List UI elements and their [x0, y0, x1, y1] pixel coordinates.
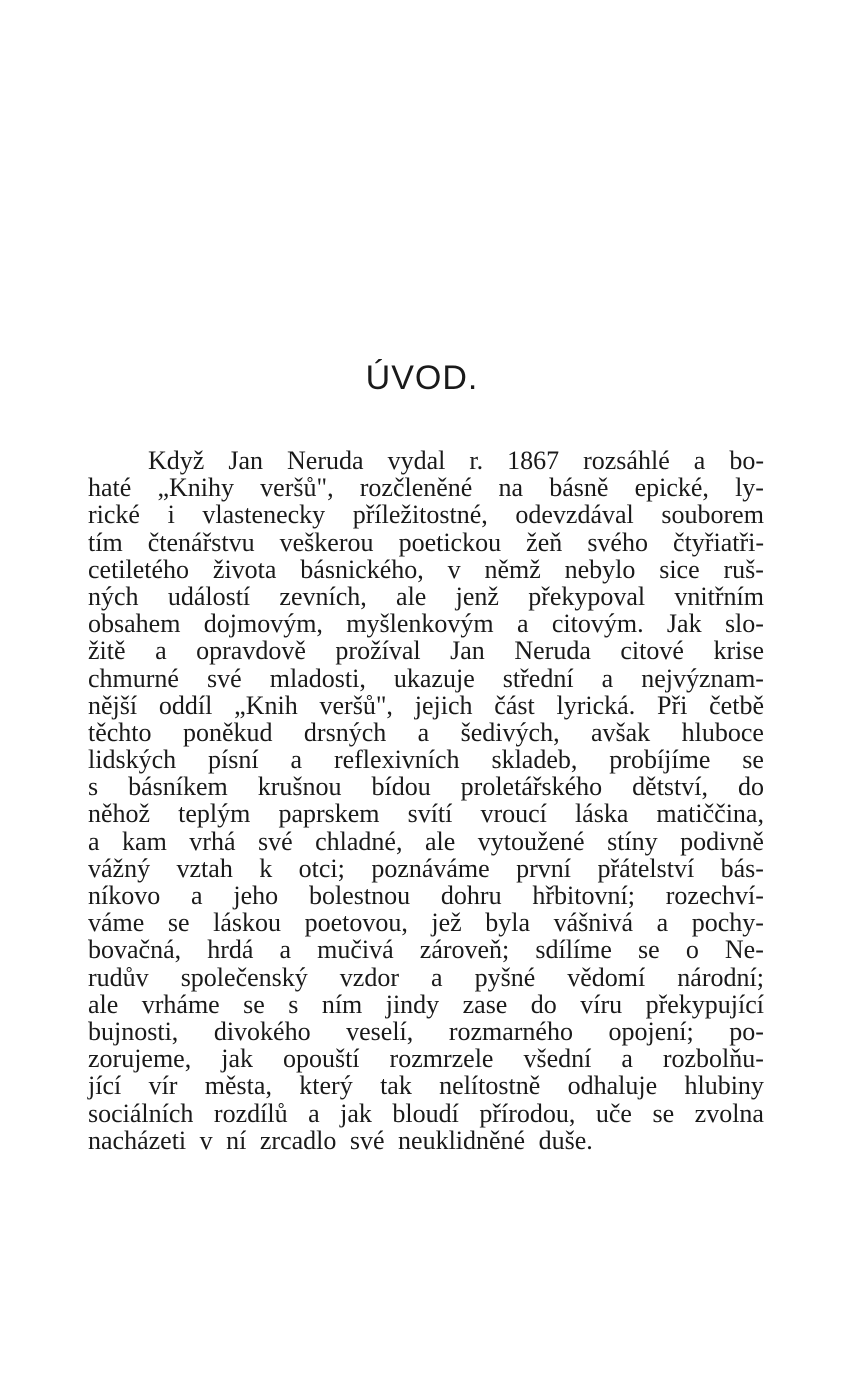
word: čtyřiatři-	[673, 527, 764, 557]
word: pyšné	[474, 962, 536, 992]
word: se	[167, 908, 190, 938]
word: oddíl	[158, 690, 213, 720]
word: ním	[321, 989, 363, 1019]
word: divokého	[213, 1016, 311, 1046]
word: přírodou,	[479, 1098, 576, 1128]
word: do	[530, 989, 557, 1019]
word: dojmovým,	[203, 609, 323, 639]
word: i	[167, 500, 175, 530]
text-line	[88, 828, 764, 855]
word: vědomí	[567, 962, 646, 992]
word: a	[417, 717, 430, 747]
word: překypoval	[528, 581, 646, 611]
word: dohru	[440, 881, 502, 910]
word: ale	[396, 581, 427, 611]
word: tak	[380, 1071, 412, 1101]
word: nejvýznam-	[641, 663, 764, 693]
text-line	[88, 719, 764, 746]
word: probíjíme	[609, 745, 711, 775]
word: života	[212, 554, 277, 584]
word: s	[288, 989, 299, 1019]
word: básně	[549, 473, 609, 503]
word: rozmarného	[448, 1016, 573, 1046]
text-line	[88, 447, 764, 474]
word: zorujeme,	[88, 1044, 192, 1074]
word: zevních,	[279, 581, 367, 611]
word: vlastenecky	[202, 500, 326, 530]
word: své	[257, 826, 293, 856]
word: svítí	[407, 799, 453, 829]
word: hluboce	[681, 717, 764, 747]
word: myšlenkovým	[346, 609, 494, 639]
word: který	[299, 1071, 353, 1101]
word: Neruda	[514, 636, 591, 666]
word: láskou	[213, 908, 281, 938]
word: nelítostně	[439, 1071, 541, 1101]
word: s	[88, 772, 99, 802]
word: hrdá	[207, 935, 254, 965]
text-line	[88, 746, 764, 773]
word: žeň	[526, 527, 563, 557]
word: bloudí	[392, 1098, 459, 1128]
word: jak	[340, 1098, 372, 1128]
word: pochy-	[691, 908, 764, 938]
word: podivně	[680, 826, 764, 856]
text-line	[88, 909, 764, 936]
word: byla	[485, 908, 531, 938]
word: hlubiny	[684, 1071, 764, 1101]
word: rozechví-	[665, 881, 764, 910]
word: se	[652, 1098, 675, 1128]
word: jež	[431, 908, 462, 938]
word: ruš-	[723, 554, 764, 584]
word: všední	[523, 1044, 592, 1074]
word: drsných	[303, 717, 387, 747]
text-line	[88, 1100, 764, 1127]
word: ale	[88, 989, 119, 1019]
word: událostí	[167, 581, 251, 611]
word: na	[498, 473, 524, 503]
word: sdílíme	[535, 935, 612, 965]
word: sociálních	[88, 1098, 194, 1128]
word: básníkem	[128, 772, 228, 802]
word: obsahem	[88, 609, 181, 639]
word: lyrická.	[556, 690, 636, 720]
text-line	[88, 882, 764, 909]
text-line	[88, 529, 764, 556]
word: a	[290, 745, 303, 775]
word: jak	[221, 1044, 253, 1074]
word: Jan	[228, 446, 264, 475]
text-line	[88, 773, 764, 800]
word: vytoužené	[477, 826, 585, 856]
word: a	[279, 935, 292, 965]
word: přátelství	[597, 853, 695, 883]
word: haté	[88, 473, 132, 503]
word: o	[685, 935, 699, 965]
word: 1867	[507, 446, 560, 475]
word: chmurné	[88, 663, 179, 693]
word: v	[447, 554, 461, 584]
word: opojení;	[608, 1016, 694, 1046]
word: těchto	[88, 717, 152, 747]
word: krušnou	[257, 772, 342, 802]
word: a	[516, 609, 529, 639]
word: níkovo	[88, 881, 161, 910]
word: citovým.	[551, 609, 644, 639]
word: ukazuje	[393, 663, 475, 693]
text-line	[88, 583, 764, 610]
word: tím	[88, 527, 123, 557]
text-line	[88, 556, 764, 583]
word: cetiletého	[88, 554, 190, 584]
word: poněkud	[182, 717, 273, 747]
word: rudův	[88, 962, 149, 992]
word: bolestnou	[308, 881, 411, 910]
word: národní;	[677, 962, 764, 992]
word: lidských	[88, 745, 177, 775]
word: Jak	[666, 609, 702, 639]
word: první	[516, 853, 572, 883]
word: rozmrzele	[389, 1044, 494, 1074]
word: jící	[88, 1071, 122, 1101]
word: sice	[659, 554, 700, 584]
word: vášnivá	[553, 908, 634, 938]
word: zase	[462, 989, 508, 1019]
word: jindy	[385, 989, 440, 1019]
word: citové	[620, 636, 684, 666]
word: hřbitovní;	[532, 881, 635, 910]
word: veršů",	[260, 473, 334, 503]
text-line	[88, 665, 764, 692]
word: veselí,	[346, 1016, 414, 1046]
word: střední	[502, 663, 574, 693]
word: ly-	[735, 473, 764, 503]
word: prožíval	[335, 636, 421, 666]
text-line: nacházeti v ní zrcadlo své neuklidněné duše.	[88, 1125, 593, 1155]
text-line	[88, 637, 764, 664]
word: se	[742, 745, 764, 775]
word: rozsáhlé	[583, 446, 670, 475]
word: „Knih	[234, 690, 298, 720]
word: čtenářstvu	[147, 527, 255, 557]
word: paprskem	[278, 799, 380, 829]
word: do	[737, 772, 764, 802]
word: Jan	[450, 636, 485, 666]
word: a	[88, 826, 100, 856]
word: mučivá	[317, 935, 394, 965]
text-line	[88, 964, 764, 991]
word: skladeb,	[491, 745, 578, 775]
word: bujnosti,	[88, 1016, 179, 1046]
word: vír	[148, 1071, 178, 1101]
word: uče	[595, 1098, 632, 1128]
word: svého	[587, 527, 648, 557]
text-line	[88, 1045, 764, 1072]
word: příležitostné,	[352, 500, 488, 530]
word: Když	[148, 446, 205, 475]
word: kam	[122, 826, 167, 856]
text-line	[88, 1018, 764, 1045]
word: jenž	[455, 581, 499, 611]
word: láska	[574, 799, 629, 829]
word: vnitřním	[674, 581, 764, 611]
word: po-	[729, 1016, 764, 1046]
word: se	[638, 935, 660, 965]
word: němž	[484, 554, 541, 584]
word: matiččina,	[656, 799, 764, 829]
word: šedivých,	[460, 717, 560, 747]
word: váme	[88, 908, 145, 938]
word: chladné,	[315, 826, 403, 856]
word: písní	[208, 745, 259, 775]
word: své	[207, 663, 242, 693]
word: a	[601, 663, 614, 693]
word: jejich	[414, 690, 473, 720]
word: reflexivních	[333, 745, 460, 775]
word: ných	[88, 581, 139, 611]
text-line	[88, 936, 764, 963]
body-text	[88, 447, 764, 1154]
word: r.	[469, 446, 484, 475]
word: vrháme	[141, 989, 220, 1019]
text-line	[88, 474, 764, 501]
text-line	[88, 501, 764, 528]
text-line	[88, 800, 764, 827]
word: bo-	[729, 446, 764, 475]
word: mladosti,	[269, 663, 366, 693]
word: poznáváme	[371, 853, 490, 883]
word: avšak	[590, 717, 651, 747]
text-line	[88, 855, 764, 882]
chapter-heading: ÚVOD.	[365, 359, 479, 397]
text-line	[88, 692, 764, 719]
word: dětství,	[632, 772, 708, 802]
word: vztah	[176, 853, 233, 883]
word: bás-	[720, 853, 764, 883]
word: k	[259, 853, 273, 883]
word: města,	[204, 1071, 272, 1101]
word: četbě	[709, 690, 764, 720]
word: zvolna	[694, 1098, 764, 1128]
word: epické,	[634, 473, 709, 503]
word: básnického,	[300, 554, 424, 584]
word: něhož	[88, 799, 151, 829]
word: opravdově	[196, 636, 306, 666]
word: bovačná,	[88, 935, 182, 965]
text-line	[88, 1072, 764, 1099]
word: překypující	[645, 989, 764, 1019]
word: bídou	[371, 772, 431, 802]
word: poetickou	[398, 527, 502, 557]
word: a	[431, 962, 443, 992]
word: odevzdával	[515, 500, 634, 530]
word: Ne-	[724, 935, 764, 965]
word: se	[243, 989, 265, 1019]
word: rozdílů	[213, 1098, 288, 1128]
text-line	[88, 610, 764, 637]
word: a	[656, 908, 669, 938]
word: rické	[88, 500, 140, 530]
word: vydal	[387, 446, 446, 475]
word: vzdor	[339, 962, 399, 992]
word: teplým	[178, 799, 251, 829]
word: nější	[88, 690, 138, 720]
word: veškerou	[279, 527, 374, 557]
word: a	[621, 1044, 633, 1074]
word: žitě	[88, 636, 126, 666]
word: opouští	[282, 1044, 360, 1074]
word: víru	[580, 989, 623, 1019]
word: část	[494, 690, 535, 720]
word: proletářského	[460, 772, 603, 802]
word: zároveň;	[419, 935, 510, 965]
word: otci;	[298, 853, 345, 883]
word: vroucí	[480, 799, 547, 829]
word: krise	[713, 636, 764, 666]
word: ale	[424, 826, 456, 856]
word: jeho	[233, 881, 279, 910]
word: odhaluje	[567, 1071, 658, 1101]
word: vrhá	[189, 826, 236, 856]
word: Neruda	[287, 446, 364, 475]
word: Při	[657, 690, 688, 720]
word: a	[191, 881, 203, 910]
word: rozčleněné	[359, 473, 473, 503]
word: stíny	[607, 826, 658, 856]
word: rozbolňu-	[662, 1044, 764, 1074]
word: poetovou,	[304, 908, 408, 938]
word: „Knihy	[157, 473, 235, 503]
word: vážný	[88, 853, 151, 883]
word: souborem	[661, 500, 764, 530]
word: veršů",	[319, 690, 393, 720]
word: a	[693, 446, 706, 475]
text-line	[88, 991, 764, 1018]
word: nebylo	[564, 554, 636, 584]
word: a	[308, 1098, 320, 1128]
word: slo-	[724, 609, 764, 639]
word: společenský	[180, 962, 308, 992]
word: a	[155, 636, 167, 666]
